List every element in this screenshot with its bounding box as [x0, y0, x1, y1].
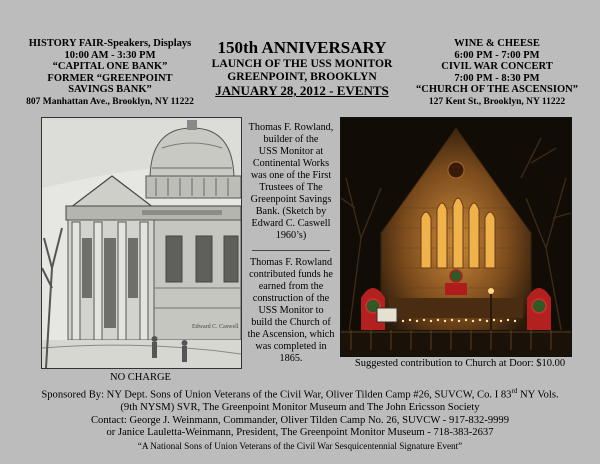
bank-sketch-drawing [42, 118, 241, 368]
contact-line-1: Contact: George J. Weinmann, Commander, Oliver Tilden Camp No. 26, SUVCW - 917-832-9999 [90, 414, 510, 426]
wine-cheese-time: 6:00 PM - 7:00 PM [454, 49, 540, 61]
para1-line: Bank. (Sketch by [255, 206, 327, 217]
former-bank-line1: FORMER “GREENPOINT [47, 72, 173, 84]
history-fair-info [20, 38, 200, 109]
church-name: “CHURCH OF THE ASCENSION” [416, 84, 578, 96]
para2-line: Thomas F. Rowland [249, 257, 333, 268]
suggested-contribution: Suggested contribution to Church at Door: $10.00 [354, 358, 566, 369]
rowland-history-text [241, 122, 341, 365]
concert-time: 7:00 PM - 8:30 PM [454, 72, 540, 84]
sponsor-line-1 [10, 385, 590, 402]
signature-event-motto: “A National Sons of Union Veterans of the Civil War Sesquicentennial Signature Event” [137, 440, 463, 451]
sponsor-line-2: (9th NYSM) SVR, The Greenpoint Monitor Museum and The John Ericsson Society [120, 402, 480, 414]
sponsor-line-1-text: Sponsored By: NY Dept. Sons of Union Veterans of the Civil War, Oliver Tilden Camp #26, SUVCW, Co. I 83 [41, 389, 512, 401]
church-address: 127 Kent St., Brooklyn, NY 11222 [428, 96, 566, 107]
para2-line: build the Church of [251, 317, 331, 328]
ordinal-suffix: rd [511, 387, 518, 395]
para2-line: construction of the [252, 293, 330, 304]
para2-line: contributed funds he [249, 269, 333, 280]
bank-sketch-image [41, 117, 242, 369]
para2-line: USS Monitor to [258, 305, 324, 316]
para1-line: builder of the [263, 134, 319, 145]
evening-events-info [402, 38, 592, 109]
para1-line: Thomas F. Rowland, [248, 122, 334, 133]
bank-name: “CAPITAL ONE BANK” [52, 61, 168, 73]
church-photo-drawing [341, 118, 571, 356]
para1-line: was one of the First [250, 170, 332, 181]
para2-line: 1865. [279, 353, 303, 364]
para1-line: Trustees of The [259, 182, 323, 193]
church-photo-image [340, 117, 572, 357]
subtitle-launch: LAUNCH OF THE USS MONITOR [211, 57, 393, 70]
former-bank-line2: SAVINGS BANK” [68, 84, 152, 96]
sketch-signature: Edward C. Caswell [192, 324, 239, 330]
sponsor-line-1-end: NY Vols. [517, 389, 559, 401]
para1-line: Edward C. Caswell [251, 218, 331, 229]
para1-line: Continental Works [252, 158, 330, 169]
sponsor-block [10, 385, 590, 453]
para2-line: earned from the [258, 281, 324, 292]
subtitle-location: GREENPOINT, BROOKLYN [227, 70, 377, 83]
rowland-para-2 [241, 257, 341, 365]
para1-line: USS Monitor at [258, 146, 324, 157]
no-charge-label: NO CHARGE [110, 372, 171, 383]
page-title: 150th ANNIVERSARY [217, 38, 387, 57]
history-fair-time: 10:00 AM - 3:30 PM [64, 49, 156, 61]
contact-line-2: or Janice Lauletta-Weinmann, President, The Greenpoint Monitor Museum - 718-383-2637 [106, 427, 494, 439]
rowland-para-1 [241, 122, 341, 242]
history-fair-title: HISTORY FAIR-Speakers, Displays [28, 38, 192, 49]
para1-line: Greenpoint Savings [250, 194, 332, 205]
divider [252, 250, 330, 251]
para2-line: was completed in [255, 341, 327, 352]
bank-address: 807 Manhattan Ave., Brooklyn, NY 11222 [26, 96, 194, 107]
event-date: JANUARY 28, 2012 - EVENTS [215, 83, 389, 98]
main-title-block [198, 38, 406, 98]
para2-line: the Ascension, which [247, 329, 335, 340]
concert-title: CIVIL WAR CONCERT [441, 61, 553, 73]
para1-line: 1960’s) [275, 230, 307, 241]
wine-cheese-title: WINE & CHEESE [454, 38, 540, 49]
